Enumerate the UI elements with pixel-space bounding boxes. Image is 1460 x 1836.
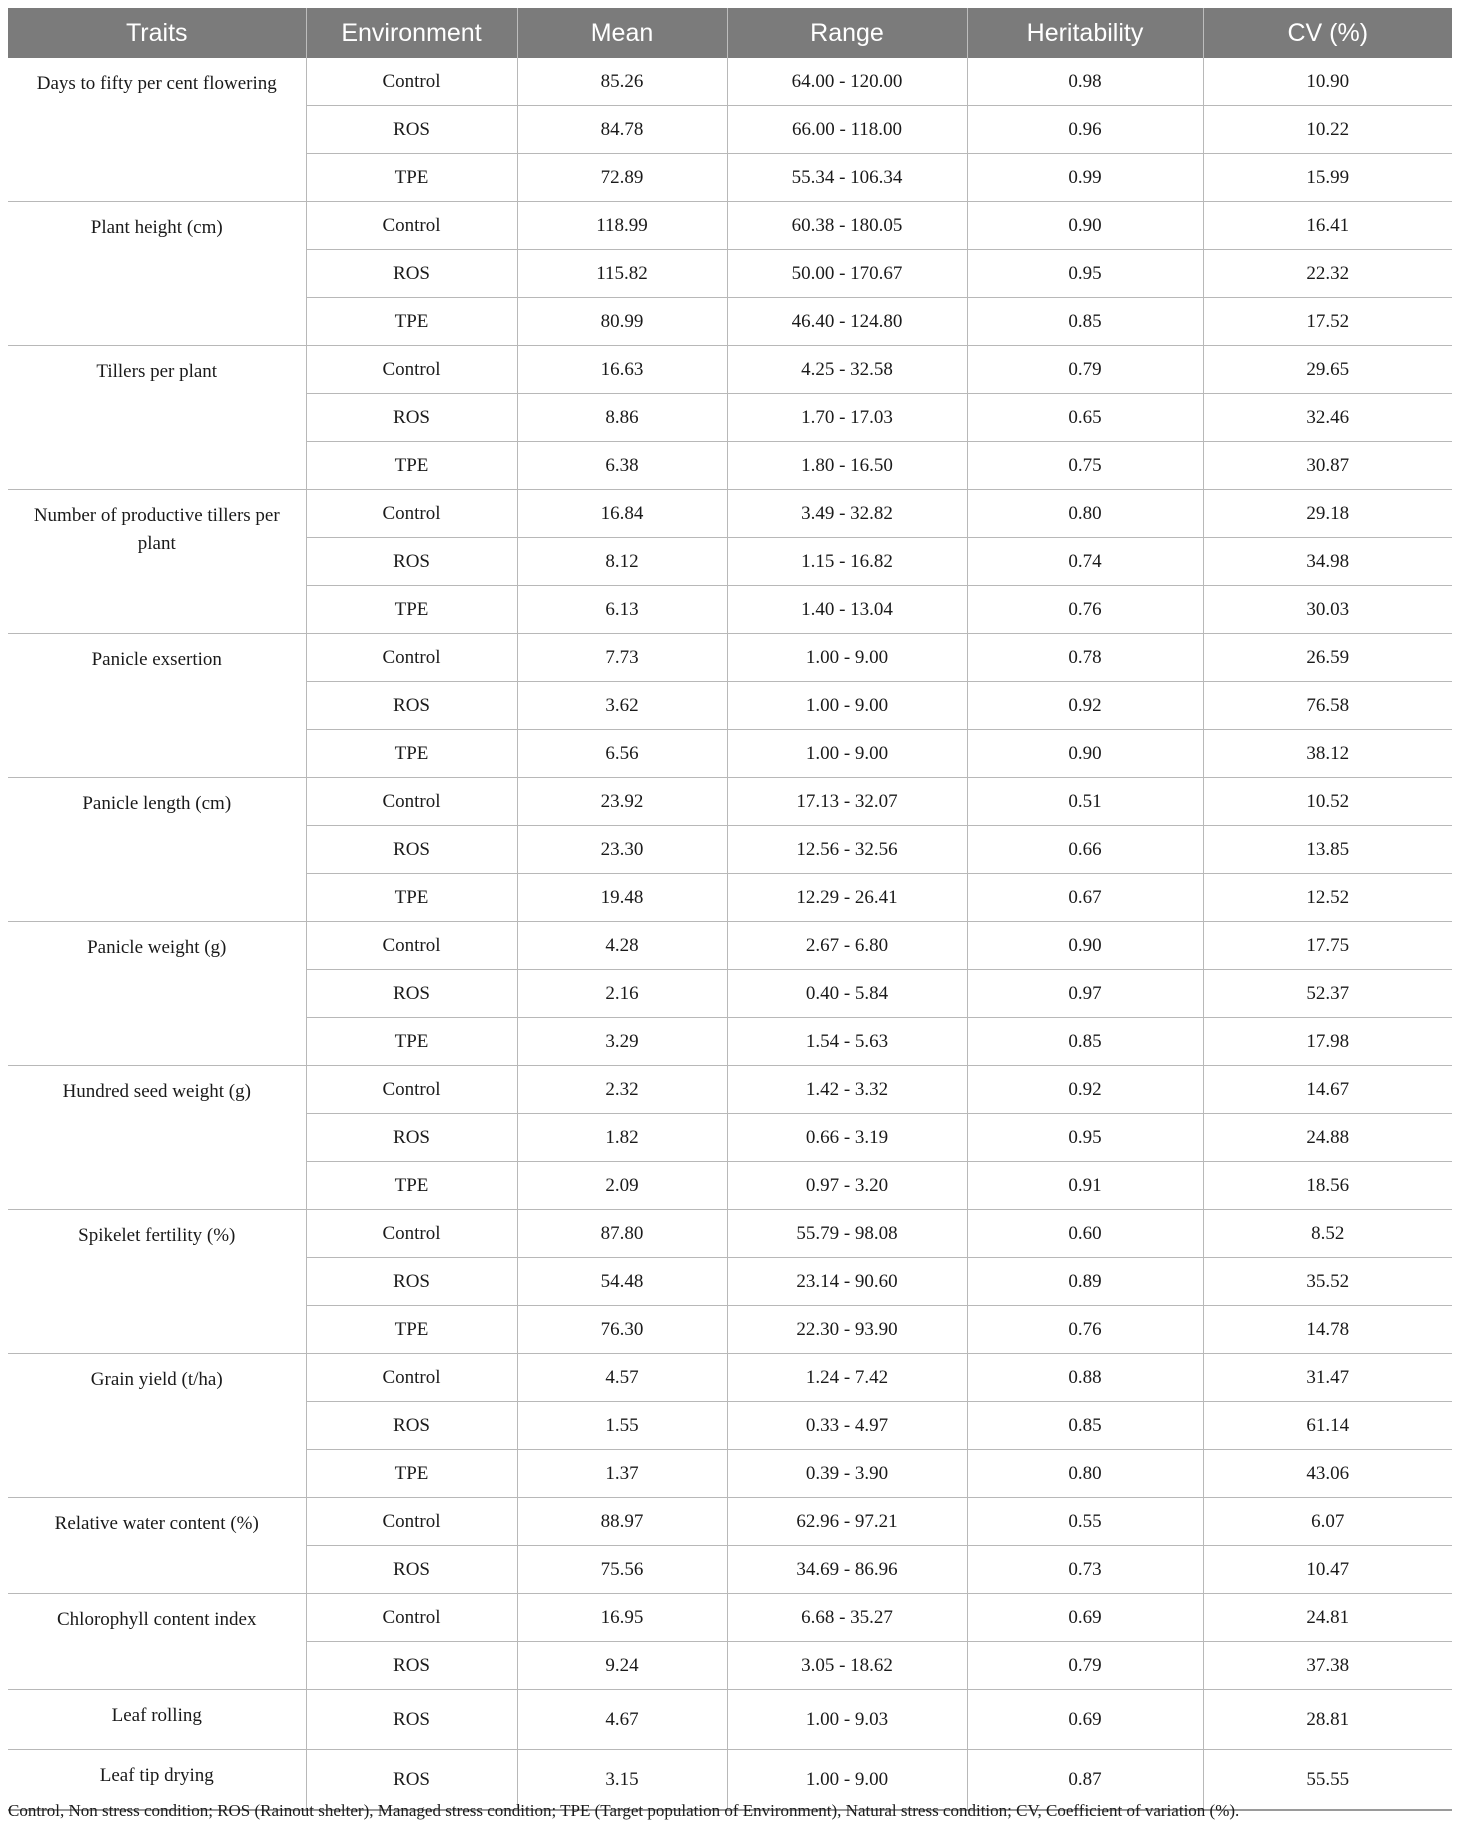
cv-cell: 12.52: [1203, 874, 1452, 922]
mean-cell: 2.16: [517, 970, 727, 1018]
heritability-cell: 0.73: [967, 1546, 1203, 1594]
mean-cell: 4.28: [517, 922, 727, 970]
cv-cell: 17.52: [1203, 298, 1452, 346]
heritability-cell: 0.75: [967, 442, 1203, 490]
cv-cell: 10.47: [1203, 1546, 1452, 1594]
mean-cell: 19.48: [517, 874, 727, 922]
range-cell: 66.00 - 118.00: [727, 106, 967, 154]
trait-cell: Plant height (cm): [8, 202, 306, 346]
heritability-cell: 0.99: [967, 154, 1203, 202]
environment-cell: TPE: [306, 586, 517, 634]
range-cell: 1.00 - 9.00: [727, 682, 967, 730]
cv-cell: 34.98: [1203, 538, 1452, 586]
cv-cell: 8.52: [1203, 1210, 1452, 1258]
table-row: [8, 58, 1452, 106]
environment-cell: Control: [306, 202, 517, 250]
cv-cell: 26.59: [1203, 634, 1452, 682]
range-cell: 1.24 - 7.42: [727, 1354, 967, 1402]
trait-cell: Tillers per plant: [8, 346, 306, 490]
range-cell: 62.96 - 97.21: [727, 1498, 967, 1546]
cv-cell: 28.81: [1203, 1690, 1452, 1750]
table-row: [8, 1066, 1452, 1114]
table-row: [8, 1354, 1452, 1402]
range-cell: 12.56 - 32.56: [727, 826, 967, 874]
environment-cell: TPE: [306, 298, 517, 346]
traits-header: Traits: [8, 8, 306, 58]
mean-cell: 6.38: [517, 442, 727, 490]
range-cell: 0.33 - 4.97: [727, 1402, 967, 1450]
environment-cell: Control: [306, 490, 517, 538]
table-row: [8, 346, 1452, 394]
environment-cell: Control: [306, 1210, 517, 1258]
heritability-cell: 0.76: [967, 1306, 1203, 1354]
heritability-cell: 0.76: [967, 586, 1203, 634]
environment-cell: ROS: [306, 1546, 517, 1594]
heritability-cell: 0.69: [967, 1690, 1203, 1750]
range-cell: 34.69 - 86.96: [727, 1546, 967, 1594]
heritability-cell: 0.88: [967, 1354, 1203, 1402]
heritability-cell: 0.51: [967, 778, 1203, 826]
cv-cell: 24.88: [1203, 1114, 1452, 1162]
heritability-cell: 0.85: [967, 298, 1203, 346]
environment-cell: TPE: [306, 442, 517, 490]
range-cell: 1.54 - 5.63: [727, 1018, 967, 1066]
environment-cell: TPE: [306, 874, 517, 922]
trait-cell: Panicle weight (g): [8, 922, 306, 1066]
range-cell: 55.34 - 106.34: [727, 154, 967, 202]
environment-cell: ROS: [306, 250, 517, 298]
range-cell: 1.40 - 13.04: [727, 586, 967, 634]
range-cell: 6.68 - 35.27: [727, 1594, 967, 1642]
cv-cell: 17.98: [1203, 1018, 1452, 1066]
range-cell: 55.79 - 98.08: [727, 1210, 967, 1258]
environment-cell: ROS: [306, 1402, 517, 1450]
environment-header: Environment: [306, 8, 517, 58]
header-row: [8, 8, 1452, 58]
mean-cell: 2.09: [517, 1162, 727, 1210]
mean-cell: 1.82: [517, 1114, 727, 1162]
environment-cell: Control: [306, 346, 517, 394]
cv-cell: 6.07: [1203, 1498, 1452, 1546]
environment-cell: TPE: [306, 154, 517, 202]
cv-cell: 16.41: [1203, 202, 1452, 250]
table-row: [8, 1210, 1452, 1258]
mean-cell: 6.13: [517, 586, 727, 634]
trait-cell: Panicle exsertion: [8, 634, 306, 778]
environment-cell: ROS: [306, 538, 517, 586]
environment-cell: ROS: [306, 1690, 517, 1750]
range-cell: 1.42 - 3.32: [727, 1066, 967, 1114]
heritability-cell: 0.89: [967, 1258, 1203, 1306]
range-cell: 0.39 - 3.90: [727, 1450, 967, 1498]
table-header: [8, 8, 1452, 58]
range-cell: 50.00 - 170.67: [727, 250, 967, 298]
cv-cell: 10.52: [1203, 778, 1452, 826]
trait-cell: Leaf rolling: [8, 1690, 306, 1750]
environment-cell: Control: [306, 634, 517, 682]
heritability-cell: 0.78: [967, 634, 1203, 682]
table-row: [8, 202, 1452, 250]
mean-cell: 80.99: [517, 298, 727, 346]
range-cell: 3.05 - 18.62: [727, 1642, 967, 1690]
mean-cell: 6.56: [517, 730, 727, 778]
range-cell: 1.00 - 9.00: [727, 634, 967, 682]
trait-cell: Number of productive tillers per plant: [8, 490, 306, 634]
trait-cell: Chlorophyll content index: [8, 1594, 306, 1690]
cv-cell: 55.55: [1203, 1750, 1452, 1811]
cv-cell: 37.38: [1203, 1642, 1452, 1690]
heritability-cell: 0.97: [967, 970, 1203, 1018]
mean-cell: 75.56: [517, 1546, 727, 1594]
range-cell: 17.13 - 32.07: [727, 778, 967, 826]
mean-cell: 16.63: [517, 346, 727, 394]
heritability-cell: 0.87: [967, 1750, 1203, 1811]
table-row: [8, 922, 1452, 970]
mean-cell: 9.24: [517, 1642, 727, 1690]
table-row: [8, 490, 1452, 538]
range-cell: 1.15 - 16.82: [727, 538, 967, 586]
environment-cell: ROS: [306, 1642, 517, 1690]
heritability-cell: 0.55: [967, 1498, 1203, 1546]
range-cell: 1.00 - 9.03: [727, 1690, 967, 1750]
mean-cell: 16.84: [517, 490, 727, 538]
range-cell: 2.67 - 6.80: [727, 922, 967, 970]
heritability-cell: 0.92: [967, 682, 1203, 730]
trait-cell: Panicle length (cm): [8, 778, 306, 922]
heritability-cell: 0.79: [967, 346, 1203, 394]
mean-cell: 118.99: [517, 202, 727, 250]
heritability-cell: 0.69: [967, 1594, 1203, 1642]
cv-cell: 13.85: [1203, 826, 1452, 874]
cv-cell: 14.78: [1203, 1306, 1452, 1354]
environment-cell: Control: [306, 1594, 517, 1642]
heritability-cell: 0.66: [967, 826, 1203, 874]
table-container: [8, 8, 1452, 1811]
mean-header: Mean: [517, 8, 727, 58]
table-row: [8, 1594, 1452, 1642]
table-row: [8, 634, 1452, 682]
environment-cell: ROS: [306, 826, 517, 874]
range-cell: 22.30 - 93.90: [727, 1306, 967, 1354]
heritability-cell: 0.95: [967, 250, 1203, 298]
mean-cell: 87.80: [517, 1210, 727, 1258]
trait-cell: Grain yield (t/ha): [8, 1354, 306, 1498]
environment-cell: ROS: [306, 1258, 517, 1306]
range-cell: 3.49 - 32.82: [727, 490, 967, 538]
trait-cell: Leaf tip drying: [8, 1750, 306, 1811]
traits-table: [8, 8, 1452, 1811]
heritability-cell: 0.60: [967, 1210, 1203, 1258]
mean-cell: 3.62: [517, 682, 727, 730]
range-cell: 0.66 - 3.19: [727, 1114, 967, 1162]
trait-cell: Spikelet fertility (%): [8, 1210, 306, 1354]
heritability-cell: 0.96: [967, 106, 1203, 154]
heritability-cell: 0.90: [967, 730, 1203, 778]
heritability-cell: 0.79: [967, 1642, 1203, 1690]
heritability-cell: 0.65: [967, 394, 1203, 442]
range-cell: 0.97 - 3.20: [727, 1162, 967, 1210]
cv-cell: 18.56: [1203, 1162, 1452, 1210]
cv-cell: 29.65: [1203, 346, 1452, 394]
table-row: [8, 1498, 1452, 1546]
mean-cell: 3.15: [517, 1750, 727, 1811]
range-cell: 4.25 - 32.58: [727, 346, 967, 394]
mean-cell: 84.78: [517, 106, 727, 154]
environment-cell: TPE: [306, 1450, 517, 1498]
mean-cell: 85.26: [517, 58, 727, 106]
cv-cell: 52.37: [1203, 970, 1452, 1018]
table-body: [8, 58, 1452, 1810]
mean-cell: 4.57: [517, 1354, 727, 1402]
cv-cell: 22.32: [1203, 250, 1452, 298]
heritability-cell: 0.85: [967, 1018, 1203, 1066]
trait-cell: Relative water content (%): [8, 1498, 306, 1594]
cv-cell: 24.81: [1203, 1594, 1452, 1642]
cv-cell: 76.58: [1203, 682, 1452, 730]
environment-cell: ROS: [306, 1114, 517, 1162]
environment-cell: Control: [306, 1498, 517, 1546]
range-cell: 1.80 - 16.50: [727, 442, 967, 490]
cv-cell: 10.90: [1203, 58, 1452, 106]
range-cell: 1.00 - 9.00: [727, 730, 967, 778]
cv-cell: 17.75: [1203, 922, 1452, 970]
cv-cell: 10.22: [1203, 106, 1452, 154]
cv-cell: 30.87: [1203, 442, 1452, 490]
range-cell: 0.40 - 5.84: [727, 970, 967, 1018]
cv-cell: 32.46: [1203, 394, 1452, 442]
cv-cell: 35.52: [1203, 1258, 1452, 1306]
mean-cell: 8.12: [517, 538, 727, 586]
heritability-header: Heritability: [967, 8, 1203, 58]
environment-cell: TPE: [306, 1018, 517, 1066]
range-cell: 1.70 - 17.03: [727, 394, 967, 442]
trait-cell: Hundred seed weight (g): [8, 1066, 306, 1210]
heritability-cell: 0.91: [967, 1162, 1203, 1210]
mean-cell: 8.86: [517, 394, 727, 442]
cv-header: CV (%): [1203, 8, 1452, 58]
range-header: Range: [727, 8, 967, 58]
mean-cell: 115.82: [517, 250, 727, 298]
mean-cell: 4.67: [517, 1690, 727, 1750]
heritability-cell: 0.90: [967, 922, 1203, 970]
heritability-cell: 0.92: [967, 1066, 1203, 1114]
trait-cell: Days to fifty per cent flowering: [8, 58, 306, 202]
environment-cell: Control: [306, 58, 517, 106]
environment-cell: Control: [306, 1066, 517, 1114]
table-footnote: Control, Non stress condition; ROS (Rainout shelter), Managed stress condition; TPE (Target population of Environment), Natural stress condition; CV, Coefficient of variation (%).: [8, 1801, 1240, 1820]
mean-cell: 54.48: [517, 1258, 727, 1306]
environment-cell: TPE: [306, 730, 517, 778]
mean-cell: 1.37: [517, 1450, 727, 1498]
heritability-cell: 0.80: [967, 1450, 1203, 1498]
mean-cell: 16.95: [517, 1594, 727, 1642]
cv-cell: 31.47: [1203, 1354, 1452, 1402]
heritability-cell: 0.80: [967, 490, 1203, 538]
cv-cell: 30.03: [1203, 586, 1452, 634]
environment-cell: TPE: [306, 1162, 517, 1210]
mean-cell: 1.55: [517, 1402, 727, 1450]
cv-cell: 61.14: [1203, 1402, 1452, 1450]
range-cell: 60.38 - 180.05: [727, 202, 967, 250]
mean-cell: 76.30: [517, 1306, 727, 1354]
mean-cell: 7.73: [517, 634, 727, 682]
environment-cell: Control: [306, 1354, 517, 1402]
heritability-cell: 0.98: [967, 58, 1203, 106]
environment-cell: ROS: [306, 394, 517, 442]
range-cell: 1.00 - 9.00: [727, 1750, 967, 1811]
cv-cell: 14.67: [1203, 1066, 1452, 1114]
cv-cell: 29.18: [1203, 490, 1452, 538]
heritability-cell: 0.74: [967, 538, 1203, 586]
mean-cell: 72.89: [517, 154, 727, 202]
range-cell: 64.00 - 120.00: [727, 58, 967, 106]
table-row: [8, 1690, 1452, 1750]
mean-cell: 23.92: [517, 778, 727, 826]
cv-cell: 15.99: [1203, 154, 1452, 202]
heritability-cell: 0.90: [967, 202, 1203, 250]
environment-cell: ROS: [306, 1750, 517, 1811]
environment-cell: ROS: [306, 106, 517, 154]
cv-cell: 38.12: [1203, 730, 1452, 778]
range-cell: 46.40 - 124.80: [727, 298, 967, 346]
heritability-cell: 0.95: [967, 1114, 1203, 1162]
table-row: [8, 778, 1452, 826]
mean-cell: 2.32: [517, 1066, 727, 1114]
environment-cell: ROS: [306, 970, 517, 1018]
heritability-cell: 0.85: [967, 1402, 1203, 1450]
environment-cell: Control: [306, 922, 517, 970]
heritability-cell: 0.67: [967, 874, 1203, 922]
mean-cell: 23.30: [517, 826, 727, 874]
range-cell: 12.29 - 26.41: [727, 874, 967, 922]
cv-cell: 43.06: [1203, 1450, 1452, 1498]
environment-cell: TPE: [306, 1306, 517, 1354]
range-cell: 23.14 - 90.60: [727, 1258, 967, 1306]
environment-cell: ROS: [306, 682, 517, 730]
mean-cell: 3.29: [517, 1018, 727, 1066]
mean-cell: 88.97: [517, 1498, 727, 1546]
environment-cell: Control: [306, 778, 517, 826]
